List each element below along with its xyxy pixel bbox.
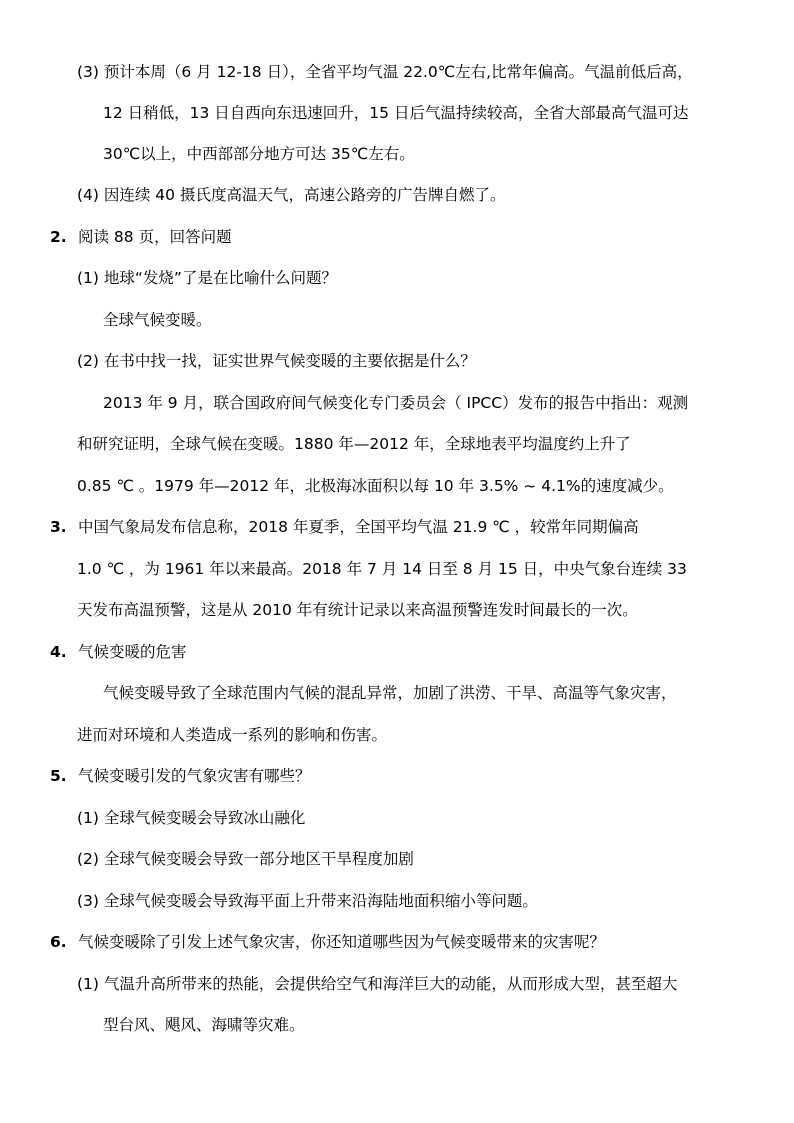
section-2-heading [50,227,232,247]
section-title: 气候变暖引发的气象灾害有哪些？ [78,767,311,785]
section-3-line-1 [50,517,639,537]
section-5-item-1: (1) 全球气候变暖会导致冰山融化 [77,809,306,827]
question-2-2: (2) 在书中找一找，证实世界气候变暖的主要依据是什么？ [77,352,476,370]
item-1-3-line-3: 30℃以上，中西部部分地方可达 35℃左右。 [103,145,415,163]
answer-2-2-line-3: 0.85 ℃ 。1979 年—2012 年，北极海冰面积以每 10 年 3.5% ~ 4.1%的速度减少。 [77,477,674,495]
section-4-body-line-2: 进而对环境和人类造成一系列的影响和伤害。 [77,726,388,744]
item-1-4: (4) 因连续 40 摄氏度高温天气，高速公路旁的广告牌自燃了。 [77,186,506,204]
answer-2-1: 全球气候变暖。 [103,311,212,329]
section-text: 中国气象局发布信息称，2018 年夏季，全国平均气温 21.9 ℃ ，较常年同期偏高 [78,518,639,536]
question-2-1: (1) 地球“发烧”了是在比喻什么问题？ [77,269,337,287]
section-title: 气候变暖的危害 [78,643,187,661]
section-6-heading [50,932,605,952]
item-1-3-line-1: (3) 预计本周（6 月 12-18 日），全省平均气温 22.0℃左右,比常年偏高。气温前低后高， [77,63,693,81]
section-number: 5. [50,767,67,785]
section-number: 6. [50,933,67,951]
section-4-heading [50,642,187,662]
item-1-3-line-2: 12 日稍低，13 日自西向东迅速回升，15 日后气温持续较高，全省大部最高气温可达 [103,104,689,122]
section-number: 2. [50,228,67,246]
section-title: 阅读 88 页，回答问题 [78,228,232,246]
section-6-item-1-line-2: 型台风、飓风、海啸等灾难。 [103,1016,305,1034]
answer-2-2-line-2: 和研究证明，全球气候在变暖。1880 年—2012 年，全球地表平均温度约上升了 [77,435,631,453]
section-title: 气候变暖除了引发上述气象灾害，你还知道哪些因为气候变暖带来的灾害呢？ [78,933,606,951]
section-5-item-3: (3) 全球气候变暖会导致海平面上升带来沿海陆地面积缩小等问题。 [77,892,538,910]
section-4-body-line-1: 气候变暖导致了全球范围内气候的混乱异常，加剧了洪涝、干旱、高温等气象灾害， [103,684,677,702]
section-number: 4. [50,643,67,661]
section-number: 3. [50,518,67,536]
section-3-line-2: 1.0 ℃ ，为 1961 年以来最高。2018 年 7 月 14 日至 8 月 15 日，中央气象台连续 33 [77,560,687,578]
answer-2-2-line-1: 2013 年 9 月，联合国政府间气候变化专门委员会（ IPCC）发布的报告中指出：观测 [103,394,689,412]
section-5-item-2: (2) 全球气候变暖会导致一部分地区干旱程度加剧 [77,850,414,868]
section-3-line-3: 天发布高温预警，这是从 2010 年有统计记录以来高温预警连发时间最长的一次。 [77,601,638,619]
section-6-item-1-line-1: (1) 气温升高所带来的热能，会提供给空气和海洋巨大的动能，从而形成大型，甚至超大 [77,975,678,993]
section-5-heading [50,766,311,786]
